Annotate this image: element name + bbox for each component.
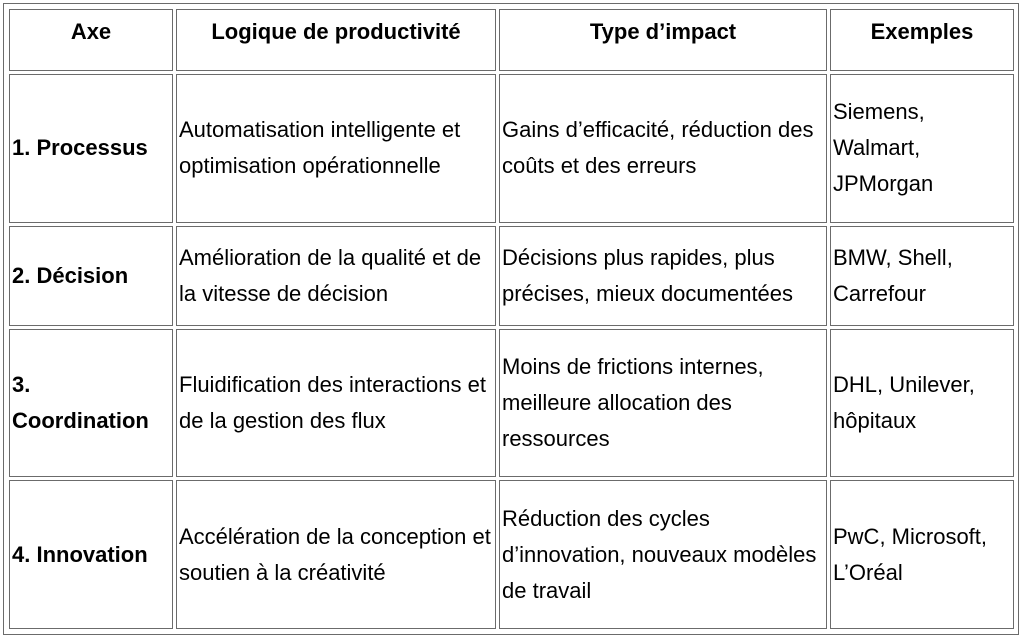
header-logique: Logique de productivité (176, 9, 496, 71)
productivity-table-frame (3, 3, 1019, 635)
cell-logique: Amélioration de la qualité et de la vitesse de décision (176, 226, 496, 326)
cell-impact: Moins de frictions internes, meilleure allocation des ressources (499, 329, 827, 478)
productivity-table (6, 6, 1017, 632)
cell-logique: Automatisation intelligente et optimisation opérationnelle (176, 74, 496, 223)
cell-logique: Fluidification des interactions et de la gestion des flux (176, 329, 496, 478)
cell-axe: 2. Décision (9, 226, 173, 326)
cell-exemples: PwC, Microsoft, L’Oréal (830, 480, 1014, 629)
cell-logique: Accélération de la conception et soutien à la créativité (176, 480, 496, 629)
cell-exemples: BMW, Shell, Carrefour (830, 226, 1014, 326)
cell-axe: 4. Innovation (9, 480, 173, 629)
cell-axe: 3. Coordination (9, 329, 173, 478)
header-impact: Type d’impact (499, 9, 827, 71)
cell-impact: Gains d’efficacité, réduction des coûts et des erreurs (499, 74, 827, 223)
table-header-row (9, 9, 1014, 71)
cell-axe: 1. Processus (9, 74, 173, 223)
cell-impact: Réduction des cycles d’innovation, nouveaux modèles de travail (499, 480, 827, 629)
cell-exemples: Siemens, Walmart, JPMorgan (830, 74, 1014, 223)
header-axe: Axe (9, 9, 173, 71)
table-row (9, 74, 1014, 223)
table-row (9, 329, 1014, 478)
header-exemples: Exemples (830, 9, 1014, 71)
cell-exemples: DHL, Unilever, hôpitaux (830, 329, 1014, 478)
table-row (9, 226, 1014, 326)
table-row (9, 480, 1014, 629)
cell-impact: Décisions plus rapides, plus précises, mieux documentées (499, 226, 827, 326)
